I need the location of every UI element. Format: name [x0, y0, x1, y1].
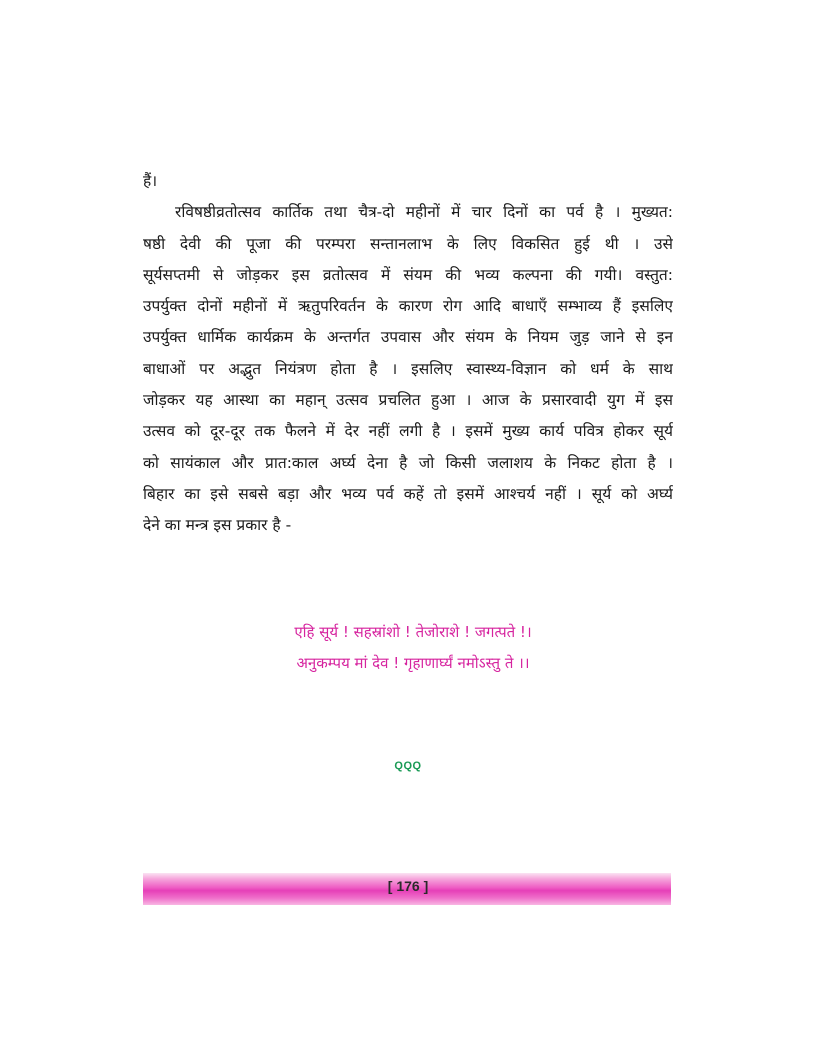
- text-line: जोड़कर यह आस्था का महान् उत्सव प्रचलित हुआ । आज के प्रसारवादी युग में इस: [143, 391, 673, 410]
- page-number: [ 176 ]: [387, 878, 429, 894]
- text-line-continuation: हैं।: [143, 172, 158, 190]
- text-line-last: देने का मन्त्र इस प्रकार है -: [143, 516, 292, 535]
- main-text: [143, 166, 673, 542]
- section-end-mark: QQQ: [394, 760, 422, 772]
- shloka-line-1: एहि सूर्य ! सहस्रांशो ! तेजोराशे ! जगत्पते !।: [294, 623, 532, 641]
- paragraph-first-line: रविषष्ठीव्रतोत्सव कार्तिक तथा चैत्र-दो महीनों में चार दिनों का पर्व है । मुख्यत:: [175, 203, 673, 222]
- text-line: को सायंकाल और प्रात:काल अर्घ्य देना है जो किसी जलाशय के निकट होता है ।: [143, 453, 673, 472]
- shloka-line-2: अनुकम्पय मां देव ! गृहाणार्घ्यं नमोऽस्तु ते ।।: [296, 654, 530, 672]
- text-line: उपर्युक्त धार्मिक कार्यक्रम के अन्तर्गत उपवास और संयम के नियम जुड़ जाने से इन: [143, 328, 673, 347]
- text-line: षष्ठी देवी की पूजा की परम्परा सन्तानलाभ के लिए विकसित हुई थी । उसे: [143, 234, 673, 253]
- text-line: बिहार का इसे सबसे बड़ा और भव्य पर्व कहें तो इसमें आश्चर्य नहीं । सूर्य को अर्घ्य: [143, 484, 673, 503]
- text-line: बाधाओं पर अद्भुत नियंत्रण होता है । इसलिए स्वास्थ्य-विज्ञान को धर्म के साथ: [143, 359, 673, 378]
- text-line: उत्सव को दूर-दूर तक फैलने में देर नहीं लगी है । इसमें मुख्य कार्य पवित्र होकर सूर्य: [143, 422, 673, 441]
- text-line: उपर्युक्त दोनों महीनों में ऋतुपरिवर्तन के कारण रोग आदि बाधाएँ सम्भाव्य हैं इसलिए: [143, 297, 673, 316]
- text-line: सूर्यसप्तमी से जोड़कर इस व्रतोत्सव में संयम की भव्य कल्पना की गयी। वस्तुत:: [143, 265, 673, 284]
